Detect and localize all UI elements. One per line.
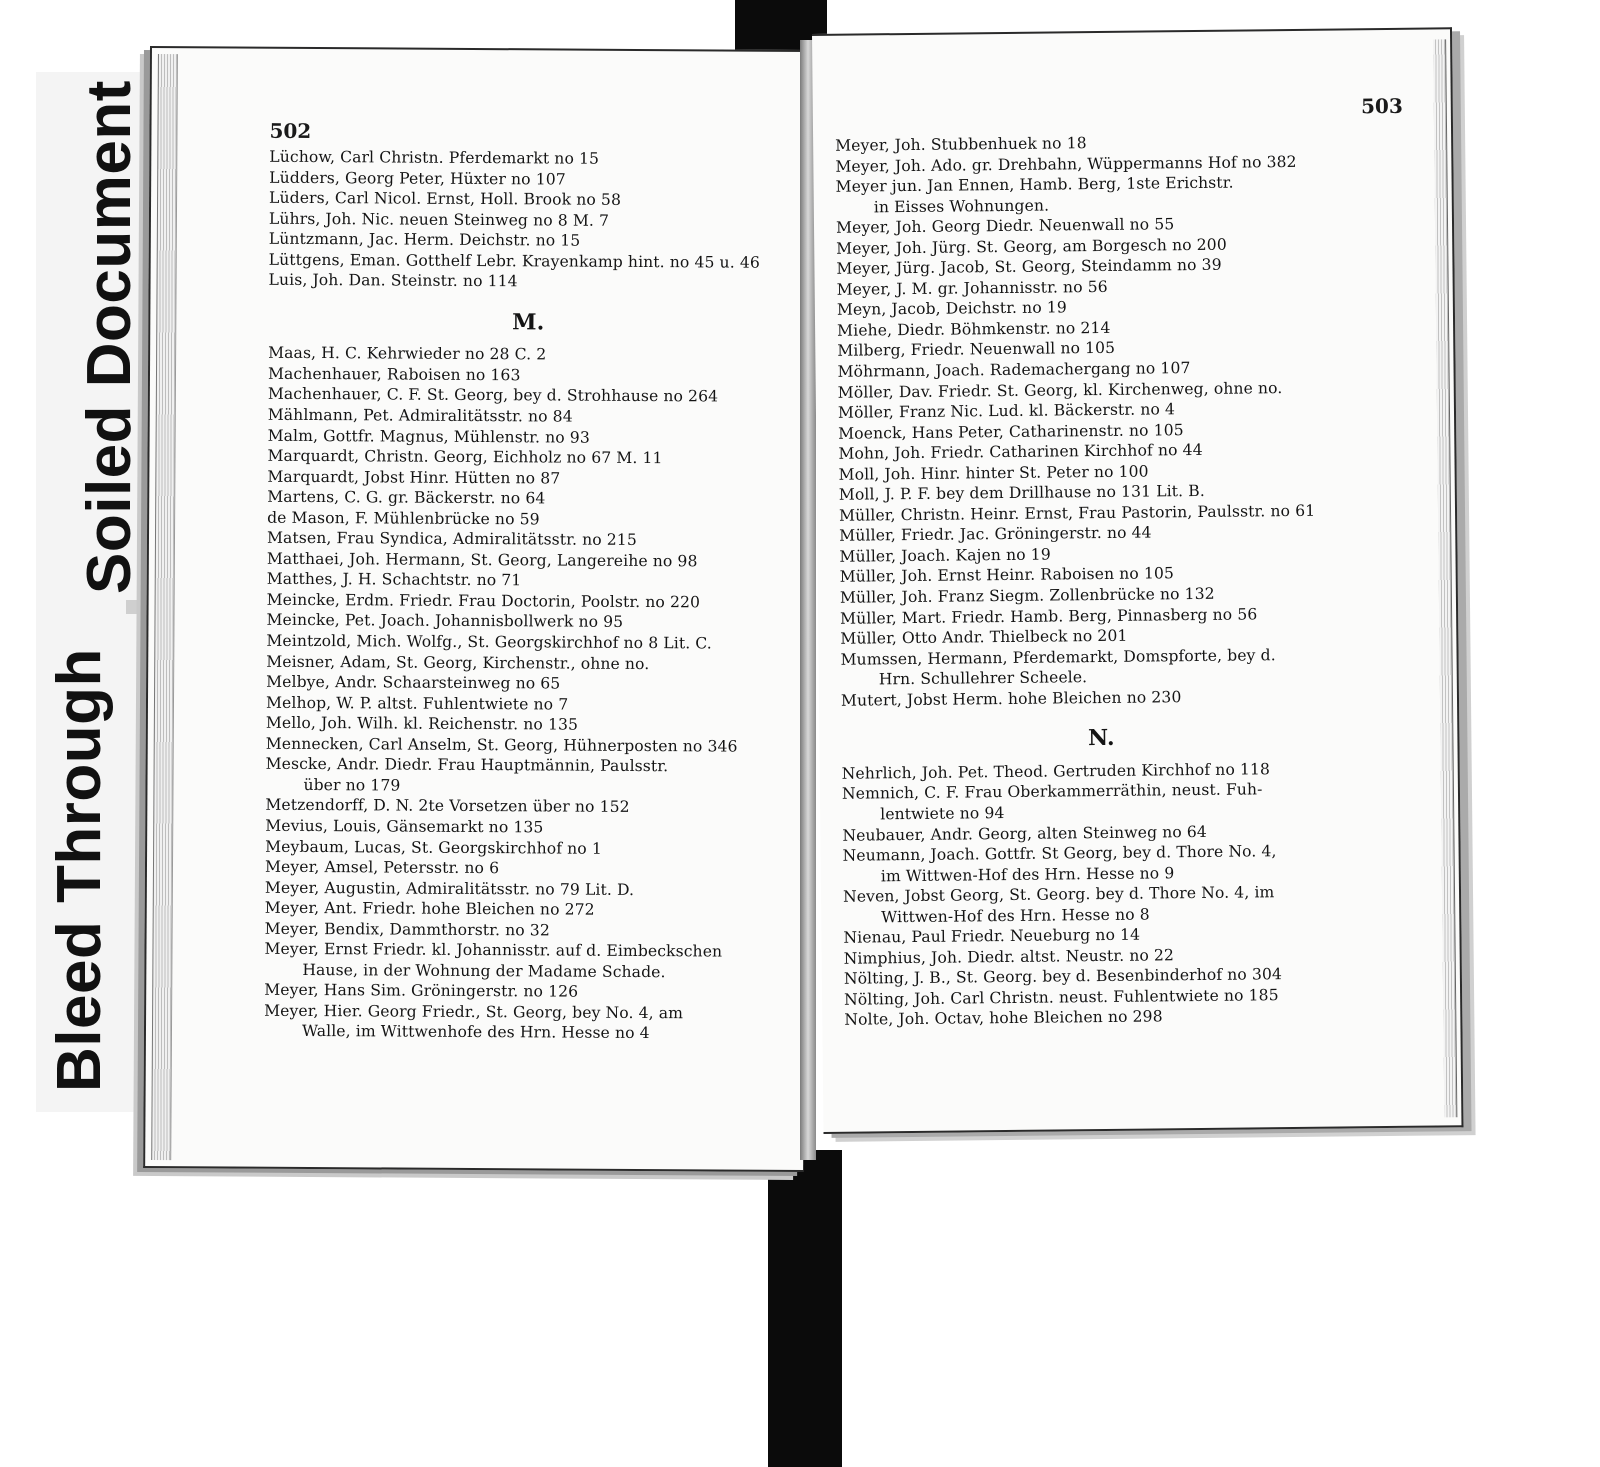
entry-line: Marquardt, Christn. Georg, Eichholz no 67 M. 11	[267, 446, 663, 468]
entry-continuation: im Wittwen-Hof des Hrn. Hesse no 9	[880, 863, 1175, 885]
right-n-entries	[842, 758, 1365, 1031]
entry-line: Müller, Christn. Heinr. Ernst, Frau Pastorin, Paulsstr. no 61	[838, 501, 1316, 525]
section-heading-m: M.	[512, 309, 545, 336]
entry-line: Meyer, J. M. gr. Johannisstr. no 56	[836, 277, 1108, 299]
entry-line: Meyer, Bendix, Dammthorstr. no 32	[264, 919, 550, 940]
entry-line: Mumssen, Hermann, Pferdemarkt, Domspforte, bey d.	[840, 645, 1276, 669]
entry-line: Meincke, Erdm. Friedr. Frau Doctorin, Poolstr. no 220	[266, 590, 701, 612]
entry-line: Müller, Joach. Kajen no 19	[839, 545, 1051, 566]
entry-line: Meyer, Hans Sim. Gröningerstr. no 126	[264, 981, 579, 1001]
directory-entry	[265, 857, 785, 881]
directory-entry: Lüntzmann, Jac. Herm. Deichstr. no 15	[268, 229, 581, 250]
entry-line: Meincke, Pet. Joach. Johannisbollwerk no 95	[266, 611, 624, 632]
entry-line: Moenck, Hans Peter, Catharinenstr. no 105	[838, 420, 1184, 443]
directory-entry	[267, 446, 787, 470]
left-page	[143, 46, 810, 1172]
label-soiled-document: Soiled Document	[75, 80, 144, 594]
entry-line: Nolte, Joh. Octav, hohe Bleichen no 298	[844, 1007, 1163, 1030]
directory-entry	[267, 528, 787, 552]
left-m-entries	[264, 343, 788, 1045]
directory-entry	[264, 939, 784, 983]
left-page-entries	[264, 147, 789, 1045]
entry-line: Nölting, Joh. Carl Christn. neust. Fuhlentwiete no 185	[844, 986, 1279, 1009]
binding-tape-bottom	[768, 1150, 842, 1467]
left-top-entries	[269, 147, 790, 294]
entry-line: Meyer, Ant. Friedr. hohe Bleichen no 272	[264, 898, 595, 919]
entry-line: Meyer, Jürg. Jacob, St. Georg, Steindamm no 39	[836, 256, 1222, 279]
directory-entry	[268, 405, 788, 429]
entry-line: Malm, Gottfr. Magnus, Mühlenstr. no 93	[267, 426, 590, 447]
entry-line: Marquardt, Jobst Hinr. Hütten no 87	[267, 467, 561, 488]
directory-entry: Lüchow, Carl Christn. Pferdemarkt no 15	[269, 147, 600, 168]
directory-entry	[264, 1001, 784, 1045]
entry-line: Meyer jun. Jan Ennen, Hamb. Berg, 1ste Erichstr.	[835, 173, 1234, 196]
entry-line: Mählmann, Pet. Admiralitätsstr. no 84	[267, 405, 573, 426]
entry-line: Maas, H. C. Kehrwieder no 28 C. 2	[268, 344, 547, 364]
entry-continuation: über no 179	[303, 775, 401, 795]
entry-line: Müller, Joh. Franz Siegm. Zollenbrücke no 132	[839, 584, 1215, 607]
entry-line: Meybaum, Lucas, St. Georgskirchhof no 1	[265, 837, 602, 858]
entry-line: Möller, Franz Nic. Lud. kl. Bäckerstr. no 4	[837, 400, 1176, 422]
entry-line: Metzendorff, D. N. 2te Vorsetzen über no 152	[265, 796, 630, 817]
right-m-entries	[835, 130, 1361, 711]
entry-line: Meyer, Ernst Friedr. kl. Johannisstr. auf d. Eimbeckschen	[264, 939, 723, 961]
entry-continuation: Hrn. Schullehrer Scheele.	[878, 668, 1088, 689]
entry-line: Mohn, Joh. Friedr. Catharinen Kirchhof no 44	[838, 441, 1203, 463]
right-page-entries	[835, 130, 1364, 1030]
entry-line: Matthes, J. H. Schachtstr. no 71	[266, 570, 522, 590]
entry-line: Meyer, Joh. Jürg. St. Georg, am Borgesch no 200	[836, 235, 1227, 258]
directory-entry	[266, 631, 786, 655]
directory-entry: Lüdders, Georg Peter, Hüxter no 107	[269, 168, 566, 189]
directory-entry	[265, 816, 785, 840]
entry-line: Neven, Jobst Georg, St. Georg. bey d. Thore No. 4, im	[842, 883, 1275, 906]
entry-line: Machenhauer, C. F. St. Georg, bey d. Strohhause no 264	[267, 385, 719, 406]
directory-entry: Lüders, Carl Nicol. Ernst, Holl. Brook no 58	[269, 188, 622, 209]
entry-line: Milberg, Friedr. Neuenwall no 105	[837, 339, 1116, 361]
entry-line: Neumann, Joach. Gottfr. St Georg, bey d. Thore No. 4,	[842, 842, 1277, 865]
entry-line: Meyer, Augustin, Admiralitätsstr. no 79 Lit. D.	[264, 878, 635, 899]
entry-line: Matthaei, Joh. Hermann, St. Georg, Langereihe no 98	[266, 549, 698, 571]
entry-line: Nimphius, Joh. Diedr. altst. Neustr. no 22	[843, 946, 1175, 968]
entry-line: Moll, J. P. F. bey dem Drillhause no 131 Lit. B.	[838, 482, 1205, 505]
directory-entry	[844, 1005, 1364, 1031]
entry-line: Moll, Joh. Hinr. hinter St. Peter no 100	[838, 462, 1149, 484]
entry-line: Meyer, Amsel, Petersstr. no 6	[264, 857, 500, 878]
entry-line: Nemnich, C. F. Frau Oberkammerräthin, neust. Fuh-	[841, 780, 1263, 804]
entry-line: Melbye, Andr. Schaarsteinweg no 65	[266, 672, 561, 693]
directory-entry	[835, 171, 1355, 218]
directory-entry	[843, 881, 1363, 928]
entry-line: Müller, Friedr. Jac. Gröningerstr. no 44	[839, 523, 1152, 546]
entry-line: Meisner, Adam, St. Georg, Kirchenstr., ohne no.	[266, 652, 650, 673]
entry-line: Neubauer, Andr. Georg, alten Steinweg no 64	[842, 822, 1207, 845]
directory-entry	[267, 487, 787, 511]
entry-line: Möller, Dav. Friedr. St. Georg, kl. Kirchenweg, ohne no.	[837, 378, 1283, 402]
entry-line: Mennecken, Carl Anselm, St. Georg, Hühnerposten no 346	[265, 734, 738, 756]
entry-line: Müller, Otto Andr. Thielbeck no 201	[840, 626, 1128, 648]
directory-entry: Lüttgens, Eman. Gotthelf Lebr. Krayenkamp hint. no 45 u. 46	[268, 250, 760, 272]
entry-line: Miehe, Diedr. Böhmkenstr. no 214	[837, 318, 1111, 340]
entry-line: de Mason, F. Mühlenbrücke no 59	[267, 508, 540, 529]
entry-line: Meyer, Joh. Ado. gr. Drehbahn, Wüppermanns Hof no 382	[835, 152, 1297, 176]
entry-line: Mevius, Louis, Gänsemarkt no 135	[265, 816, 544, 837]
entry-line: Meyer, Hier. Georg Friedr., St. Georg, bey No. 4, am	[264, 1001, 684, 1023]
entry-line: Melhop, W. P. altst. Fuhlentwiete no 7	[265, 693, 569, 714]
directory-entry	[840, 644, 1360, 691]
entry-line: Meyn, Jacob, Deichstr. no 19	[836, 298, 1067, 320]
entry-line: Mescke, Andr. Diedr. Frau Hauptmännin, Paulsstr.	[265, 755, 669, 776]
entry-continuation: Hause, in der Wohnung der Madame Schade.	[302, 960, 666, 981]
entry-line: Möhrmann, Joach. Rademachergang no 107	[837, 359, 1191, 381]
entry-line: Müller, Mart. Friedr. Hamb. Berg, Pinnasberg no 56	[840, 604, 1258, 628]
directory-entry: Lührs, Joh. Nic. neuen Steinweg no 8 M. 7	[268, 209, 610, 230]
entry-line: Machenhauer, Raboisen no 163	[267, 364, 521, 385]
right-page	[812, 27, 1463, 1134]
directory-entry	[266, 713, 786, 737]
directory-entry	[265, 754, 785, 798]
entry-line: Mello, Joh. Wilh. kl. Reichenstr. no 135	[265, 713, 579, 734]
entry-continuation: Wittwen-Hof des Hrn. Hesse no 8	[881, 905, 1150, 927]
entry-line: Meyer, Joh. Georg Diedr. Neuenwall no 55	[835, 215, 1175, 237]
directory-entry: Luis, Joh. Dan. Steinstr. no 114	[268, 271, 518, 291]
entry-line: Martens, C. G. gr. Bäckerstr. no 64	[267, 487, 546, 508]
entry-line: Meintzold, Mich. Wolfg., St. Georgskirchhof no 8 Lit. C.	[266, 631, 712, 653]
entry-line: Nehrlich, Joh. Pet. Theod. Gertruden Kirchhof no 118	[841, 760, 1271, 783]
label-bleed-through: Bleed Through	[45, 648, 114, 1092]
entry-line: Mutert, Jobst Herm. hohe Bleichen no 230	[840, 687, 1182, 710]
directory-entry	[843, 840, 1363, 887]
entry-line: Müller, Joh. Ernst Heinr. Raboisen no 105	[839, 564, 1175, 587]
left-page-number: 502	[269, 118, 312, 143]
section-heading-n: N.	[1087, 725, 1115, 752]
entry-line: Nienau, Paul Friedr. Neueburg no 14	[843, 925, 1141, 947]
right-page-number: 503	[1360, 93, 1403, 119]
entry-continuation: lentwiete no 94	[880, 803, 1005, 824]
directory-entry	[266, 672, 786, 696]
directory-entry	[842, 779, 1362, 826]
entry-line: Meyer, Joh. Stubbenhuek no 18	[835, 134, 1087, 155]
entry-line: Matsen, Frau Syndica, Admiralitätsstr. no 215	[266, 529, 637, 550]
directory-entry	[265, 898, 785, 922]
entry-continuation: Walle, im Wittwenhofe des Hrn. Hesse no 4	[301, 1022, 650, 1043]
entry-line: Nölting, J. B., St. Georg. bey d. Besenbinderhof no 304	[843, 965, 1283, 989]
entry-continuation: in Eisses Wohnungen.	[873, 196, 1050, 217]
